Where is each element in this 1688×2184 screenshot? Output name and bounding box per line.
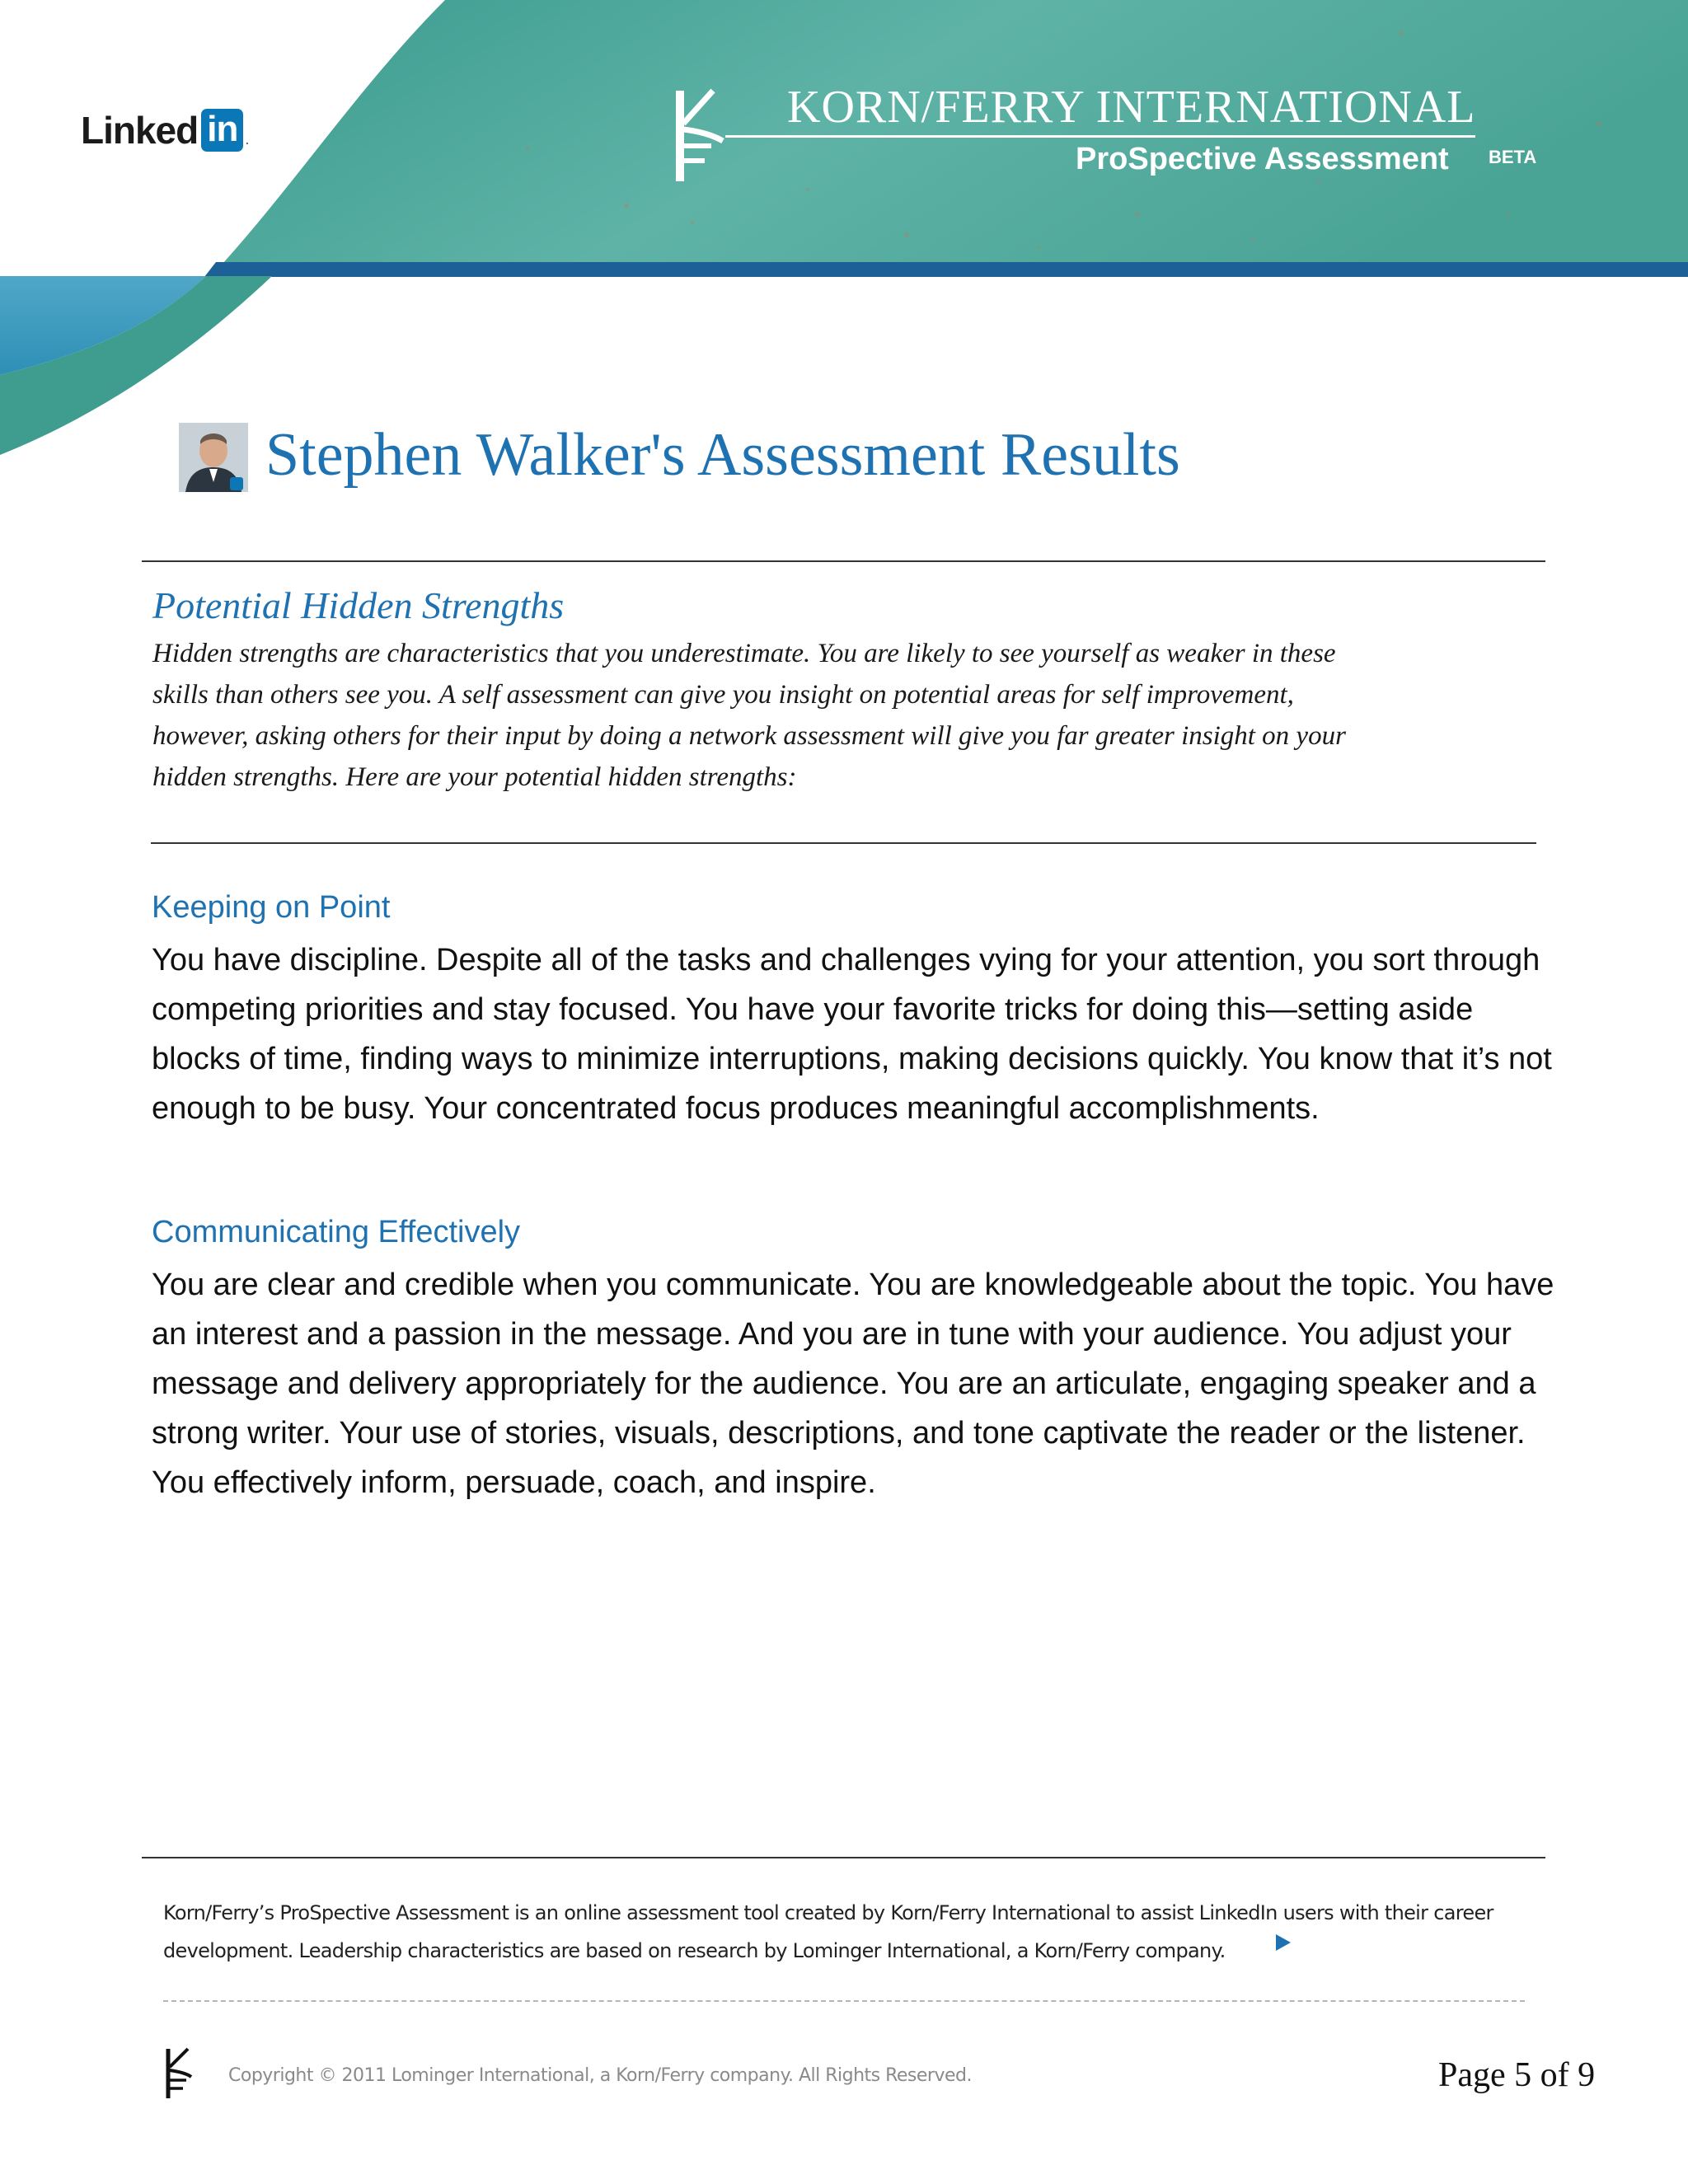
page-title: Stephen Walker's Assessment Results	[265, 421, 1180, 489]
footer-description: Korn/Ferry’s ProSpective Assessment is an online assessment tool created by Korn/Ferry International to assist LinkedIn users with their career development. Leadership characteristics are based on research by Lominger International, a Korn/Ferry company.	[163, 1901, 1493, 1962]
strength-body: You have discipline. Despite all of the tasks and challenges vying for your attention, you sort through competing priorities and stay focused. You have your favorite tricks for doing this—setting aside blocks of time, finding ways to minimize interruptions, making decisions quickly. You know that it’s not enough to be busy. Your concentrated focus produces meaningful accomplishments.	[152, 943, 1552, 1126]
linkedin-logo-in: in	[201, 109, 243, 152]
page-number: Page 5 of 9	[1438, 2056, 1596, 2094]
footer-dashed-divider	[163, 2000, 1525, 2002]
title-divider	[142, 560, 1545, 562]
section-divider	[151, 842, 1536, 844]
org-name: KORN/FERRY INTERNATIONAL	[787, 82, 1476, 133]
play-arrow-icon[interactable]	[1276, 1934, 1291, 1951]
strength-title: Keeping on Point	[152, 890, 391, 925]
header-banner	[0, 0, 1688, 462]
strength-body: You are clear and credible when you communicate. You are knowledgeable about the topic. You have an interest and a passion in the message. And you are in tune with your audience. You adjust your message and delivery appropriately for the audience. You are an articulate, engaging speaker and a strong writer. Your use of stories, visuals, descriptions, and tone captivate the reader or the listener. You effectively inform, persuade, coach, and inspire.	[152, 1268, 1554, 1500]
korn-ferry-footer-logo-icon	[163, 2047, 198, 2100]
product-name: ProSpective Assessment	[1076, 142, 1449, 176]
footer-divider	[142, 1857, 1545, 1858]
strength-title: Communicating Effectively	[152, 1215, 521, 1249]
linkedin-logo-mark: .	[245, 131, 250, 148]
copyright-text: Copyright © 2011 Lominger International, a Korn/Ferry company. All Rights Reserved.	[228, 2065, 972, 2086]
section-heading: Potential Hidden Strengths	[152, 584, 565, 626]
header-rule	[725, 135, 1475, 138]
beta-badge: BETA	[1489, 147, 1537, 167]
linkedin-logo-word: Linked	[81, 109, 199, 152]
avatar	[179, 423, 248, 492]
section-intro: Hidden strengths are characteristics that you underestimate. You are likely to see yourself as weaker in these skills than others see you. A self assessment can give you insight on potential areas for self improvement, however, asking others for their input by doing a network assessment will give you far greater insight on your hidden strengths. Here are your potential hidden strengths:	[152, 639, 1346, 792]
linkedin-logo	[81, 105, 249, 155]
